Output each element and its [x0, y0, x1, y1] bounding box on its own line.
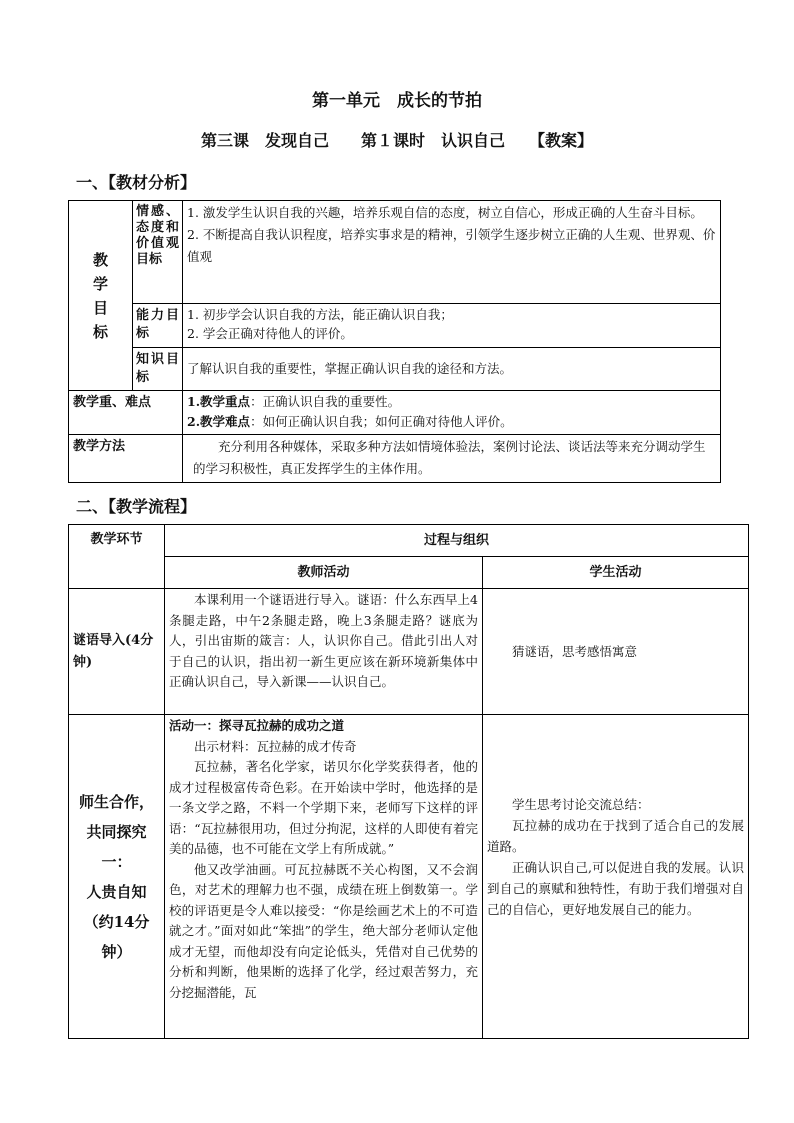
- difficulty-label: 2.教学难点: [187, 414, 251, 429]
- emotion-goal-content: [183, 201, 721, 304]
- col-header-step: 教学环节: [69, 525, 165, 589]
- teaching-method-label: 教学方法: [69, 435, 183, 483]
- key-points-content: [183, 391, 721, 435]
- teaching-goals-label: 教学目标: [69, 201, 133, 391]
- flow-table: [68, 524, 749, 1039]
- step-line-1: 师生合作，: [78, 792, 154, 811]
- table-row: [69, 589, 749, 715]
- emotion-goal-label: 情感、态度和价值观目标: [133, 201, 183, 304]
- unit-title: 第一单元 成长的节拍: [312, 91, 482, 111]
- key-points-label: 教学重、难点: [69, 391, 183, 435]
- student-summary-2: 正确认识自己,可以促进自我的发展。认识到自己的禀赋和独特性，有助于我们增强对自己的自信心，更好地发展自己的能力。: [487, 859, 745, 917]
- col-header-student: 学生活动: [483, 557, 749, 589]
- activity-title: 活动一：探寻瓦拉赫的成功之道: [169, 718, 345, 733]
- knowledge-goal-content: 了解认识自我的重要性，掌握正确认识自我的途径和方法。: [183, 348, 721, 391]
- col-header-teacher: 教师活动: [165, 557, 483, 589]
- knowledge-goal-label: 知识目标: [133, 348, 183, 391]
- step-line-4: （约14分: [83, 912, 150, 931]
- key-point-text: ：正确认识自我的重要性。: [250, 394, 401, 409]
- analysis-table: [68, 200, 721, 483]
- ability-goal-2: 2. 学会正确对待他人的评价。: [187, 326, 353, 341]
- emotion-goal-2: 2. 不断提高自我认识程度，培养实事求是的精神，引领学生逐步树立正确的人生观、世界观、价值观: [187, 227, 716, 264]
- teacher-activity-walach: [165, 715, 483, 1039]
- lesson-title: 第三课 发现自己 第１课时 认识自己 【教案】: [200, 131, 593, 150]
- step-line-2: 共同探究一：: [86, 822, 147, 871]
- step-line-5: 钟）: [101, 942, 132, 961]
- difficulty-text: ：如何正确认识自我；如何正确对待他人评价。: [250, 414, 513, 429]
- step-cooperation: [69, 715, 165, 1039]
- ability-goal-content: [183, 304, 721, 348]
- teacher-story-1: 瓦拉赫，著名化学家，诺贝尔化学奖获得者，他的成才过程极富传奇色彩。在开始读中学时，他选择的是一条文学之路，不料一个学期下来，老师写下这样的评语：“瓦拉赫很用功，但过分拘泥，这样的人即使有着完美的品德，也不可能在文学上有所成就。”: [169, 759, 478, 856]
- section-heading-analysis: 一、【教材分析】: [76, 173, 197, 192]
- teacher-activity-riddle: 本课利用一个谜语进行导入。谜语：什么东西早上4条腿走路，中午2条腿走路，晚上3条腿走路？谜底为人，引出宙斯的箴言：人，认识你自己。借此引出人对于自己的认识，指出初一新生更应该在新环境新集体中正确认识自己，导入新课——认识自己。: [165, 589, 483, 715]
- emotion-goal-1: 1. 激发学生认识自我的兴趣，培养乐观自信的态度，树立自信心，形成正确的人生奋斗目标。: [187, 205, 703, 220]
- col-header-process: 过程与组织: [165, 525, 749, 557]
- section-heading-flow: 二、【教学流程】: [76, 497, 197, 516]
- teacher-material: 出示材料：瓦拉赫的成才传奇: [194, 738, 357, 754]
- step-line-3: 人贵自知: [86, 882, 147, 901]
- key-point-label: 1.教学重点: [187, 394, 251, 409]
- teacher-story-2: 他又改学油画。可瓦拉赫既不关心构图，又不会润色，对艺术的理解力也不强，成绩在班上倒数第一。学校的评语更是令人难以接受：“你是绘画艺术上的不可造就之才。”面对如此“笨拙”的学生，绝大部分老师认定他成才无望，而他却没有向定论低头，凭借对自己优势的分析和判断，他果断的选择了化学，经过艰苦努力，充分挖掘潜能，瓦: [169, 861, 478, 1000]
- table-row: [69, 715, 749, 1039]
- ability-goal-1: 1. 初步学会认识自我的方法，能正确认识自我；: [187, 307, 453, 322]
- teaching-method-content: 充分利用各种媒体，采取多种方法如情境体验法，案例讨论法、谈话法等来充分调动学生的学习积极性，真正发挥学生的主体作用。: [183, 435, 721, 483]
- step-riddle-intro: 谜语导入(4分钟): [69, 589, 165, 715]
- student-summary-intro: 学生思考讨论交流总结：: [512, 796, 650, 812]
- student-summary-1: 瓦拉赫的成功在于找到了适合自己的发展道路。: [487, 817, 745, 854]
- student-activity-walach: [483, 715, 749, 1039]
- student-activity-riddle: 猜谜语，思考感悟寓意: [483, 589, 749, 715]
- ability-goal-label: 能力目标: [133, 304, 183, 348]
